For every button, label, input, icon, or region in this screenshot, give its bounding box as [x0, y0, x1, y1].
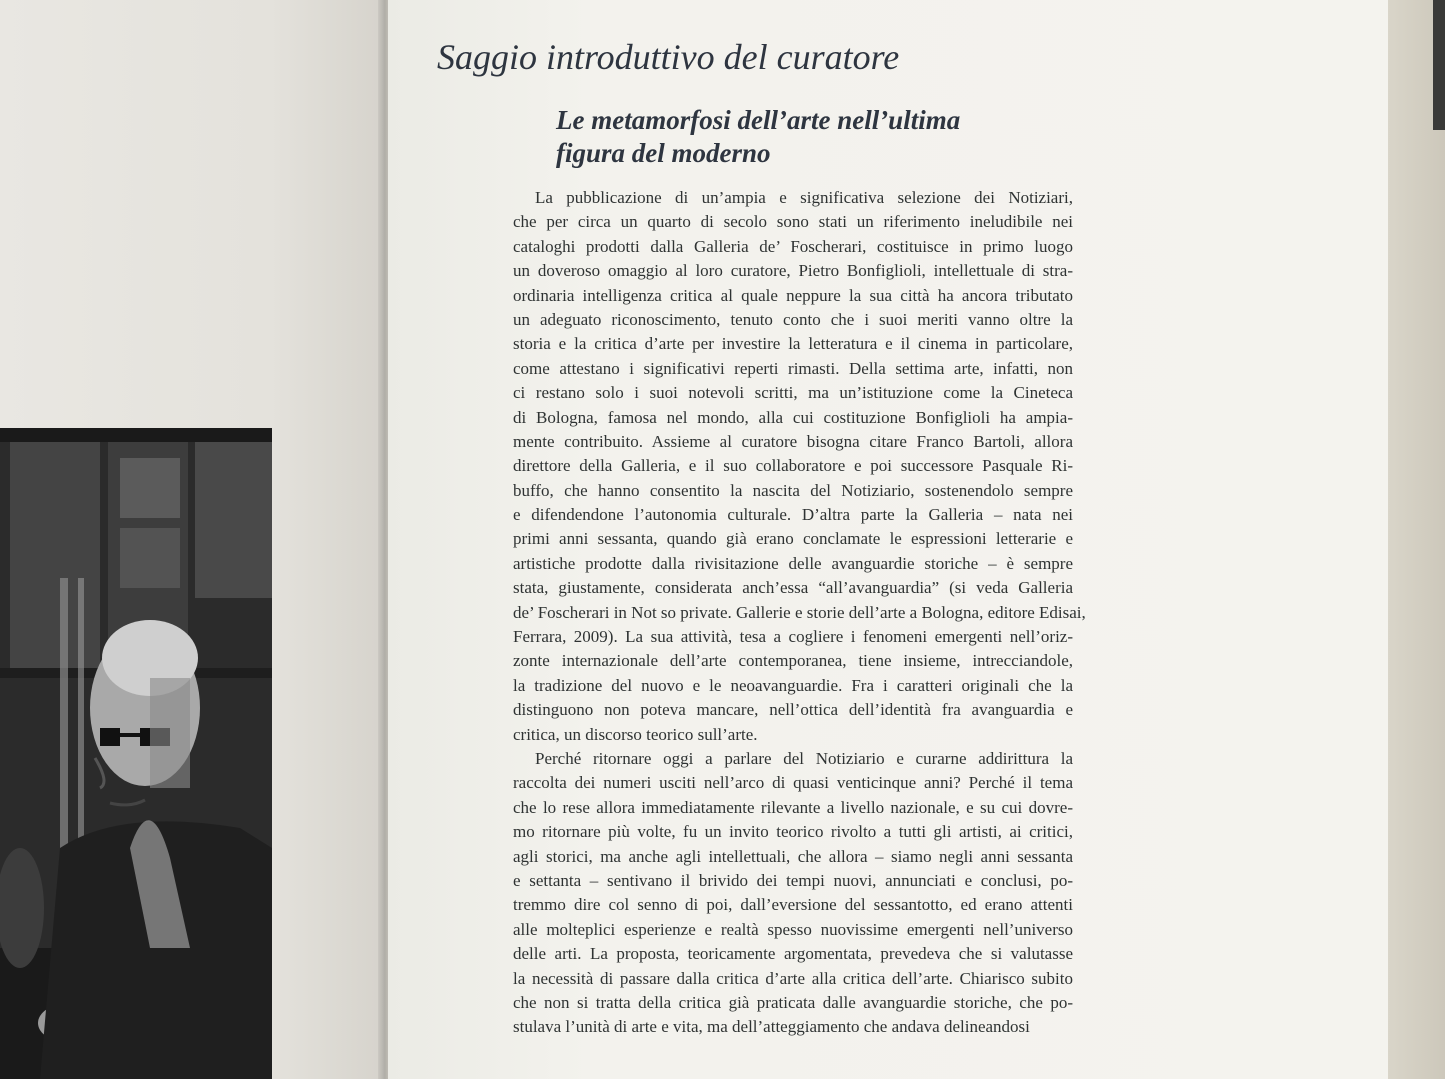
text-line: delle arti. La proposta, teoricamente argomentata, prevedeva che si valutasse: [513, 944, 1073, 964]
portrait-photo: [0, 428, 272, 1079]
text-line: un adeguato riconoscimento, tenuto conto che i suoi meriti vanno oltre la: [513, 309, 1073, 329]
page-edge: [1388, 0, 1445, 1079]
text-line: e settanta – sentivano il brivido dei tempi nuovi, annunciati e conclusi, po-: [513, 870, 1073, 890]
text-line: ordinaria intelligenza critica al quale neppure la sua città ha ancora tributato: [513, 285, 1073, 305]
text-line: cataloghi prodotti dalla Galleria de’ Foscherari, costituisce in primo luogo: [513, 236, 1073, 256]
text-line: che non si tratta della critica già praticata dalle avanguardie storiche, che po-: [513, 992, 1073, 1012]
text-line: agli storici, ma anche agli intellettuali, che allora – siamo negli anni sessanta: [513, 846, 1073, 866]
text-line: che per circa un quarto di secolo sono stati un riferimento ineludibile nei: [513, 212, 1073, 232]
paragraph-1: [513, 186, 1086, 747]
section-title: Saggio introduttivo del curatore: [437, 37, 900, 77]
text-line: la necessità di passare dalla critica d’arte alla critica dell’arte. Chiarisco subito: [513, 968, 1073, 988]
text-line: zonte internazionale dell’arte contemporanea, tiene insieme, intrecciandole,: [513, 651, 1073, 671]
paragraph-2: [513, 747, 1073, 1040]
text-line: buffo, che hanno consentito la nascita del Notiziario, sostenendolo sempre: [513, 480, 1073, 500]
text-line: artistiche prodotte dalla rivisitazione delle avanguardie storiche – è sempre: [513, 553, 1073, 573]
text-line: stulava l’unità di arte e vita, ma dell’atteggiamento che andava delineandosi: [513, 1017, 1030, 1037]
text-line: tremmo dire col senno di poi, dall’eversione del sessantotto, ed erano attenti: [513, 895, 1073, 915]
text-line: direttore della Galleria, e il suo collaboratore e poi successore Pasquale Ri-: [513, 456, 1073, 476]
body-text: [513, 186, 1086, 1040]
text-line: Perché ritornare oggi a parlare del Notiziario e curarne addirittura la: [535, 748, 1073, 768]
text-line: ci restano solo i suoi notevoli scritti, ma un’istituzione come la Cineteca: [513, 383, 1073, 403]
chapter-title-line: figura del moderno: [556, 138, 771, 168]
text-line: storia e la critica d’arte per investire la letteratura e il cinema in particolare,: [513, 334, 1073, 354]
text-line: distinguono non poteva mancare, nell’ottica dell’identità fra avanguardia e: [513, 700, 1073, 720]
text-line: un doveroso omaggio al loro curatore, Pietro Bonfiglioli, intellettuale di stra-: [513, 261, 1073, 281]
text-line: alle molteplici esperienze e realtà spesso nuovissime emergenti nell’universo: [513, 919, 1073, 939]
text-line: di Bologna, famosa nel mondo, alla cui costituzione Bonfiglioli ha ampia-: [513, 407, 1073, 427]
text-line: la tradizione del nuovo e le neoavanguardie. Fra i caratteri originali che la: [513, 675, 1073, 695]
text-line: come attestano i significativi reperti rimasti. Della settima arte, infatti, non: [513, 358, 1073, 378]
portrait-photo-image: [0, 428, 272, 1079]
text-line: critica, un discorso teorico sull’arte.: [513, 724, 758, 744]
text-line: de’ Foscherari in Not so private. Gallerie e storie dell’arte a Bologna, editore Edisai,: [513, 602, 1086, 622]
text-line: stata, giustamente, considerata anch’essa “all’avanguardia” (si veda Galleria: [513, 578, 1073, 598]
text-line: raccolta dei numeri usciti nell’arco di quasi venticinque anni? Perché il tema: [513, 773, 1073, 793]
text-line: mo ritornare più volte, fu un invito teorico rivolto a tutti gli artisti, ai critici,: [513, 822, 1073, 842]
text-line: e difendendone l’autonomia culturale. D’altra parte la Galleria – nata nei: [513, 505, 1073, 525]
text-line: mente contribuito. Assieme al curatore bisogna citare Franco Bartoli, allora: [513, 431, 1073, 451]
text-line: Ferrara, 2009). La sua attività, tesa a cogliere i fenomeni emergenti nell’oriz-: [513, 627, 1073, 647]
chapter-title-line: Le metamorfosi dell’arte nell’ultima: [556, 105, 961, 135]
text-line: La pubblicazione di un’ampia e significativa selezione dei Notiziari,: [535, 188, 1073, 207]
chapter-title: [556, 104, 1076, 170]
text-line: che lo rese allora immediatamente rilevante a livello nazionale, e su cui dovre-: [513, 797, 1073, 817]
text-line: primi anni sessanta, quando già erano conclamate le espressioni letterarie e: [513, 529, 1073, 549]
